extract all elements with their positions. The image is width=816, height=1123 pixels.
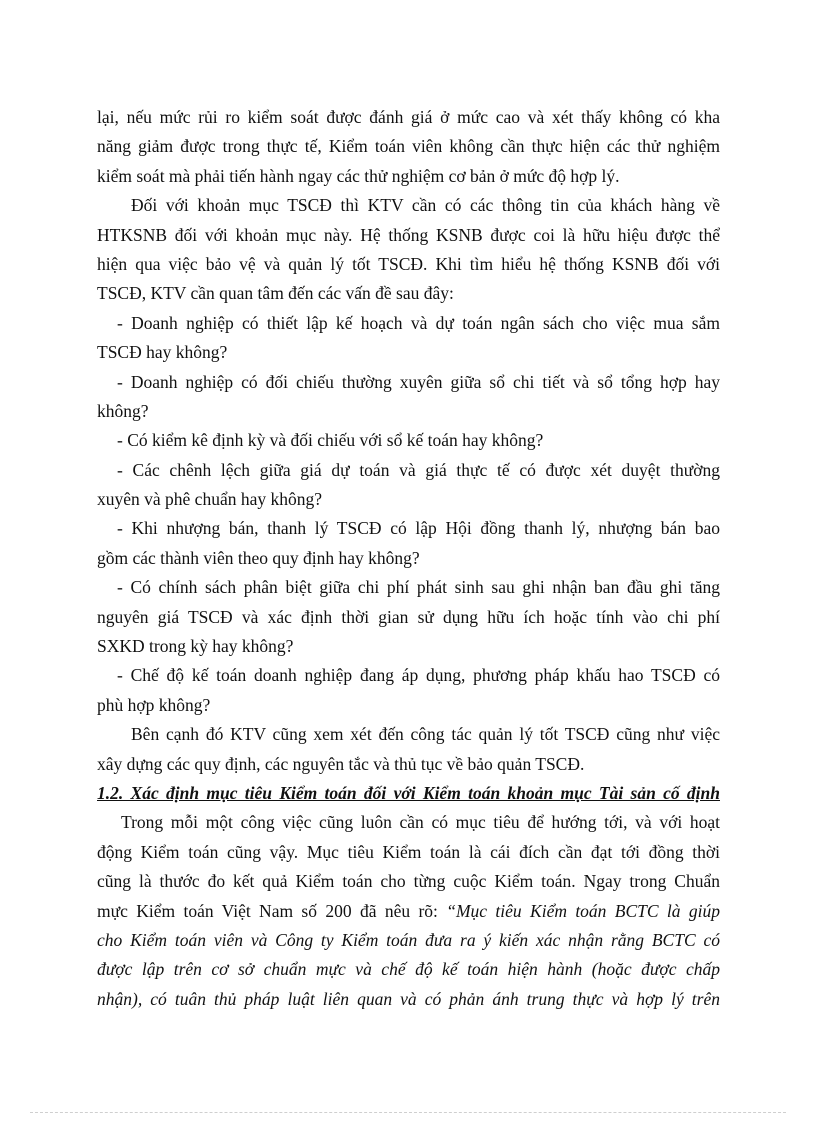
- text-line-content: phù hợp không?: [97, 694, 211, 715]
- text-line-content: TSCĐ hay không?: [97, 342, 228, 363]
- text-line: [97, 162, 720, 191]
- text-line: [97, 456, 720, 485]
- text-line: [97, 808, 720, 837]
- text-line: [97, 514, 720, 543]
- text-line-content: Đối với khoản mục TSCĐ thì KTV cần có các thông tin của khách hàng về: [131, 195, 720, 216]
- text-line-content: xuyên và phê chuẩn hay không?: [97, 489, 322, 510]
- text-line-content: hiện qua việc bảo vệ và quản lý tốt TSCĐ. Khi tìm hiểu hệ thống KSNB đối với: [97, 253, 720, 274]
- text-line-content: động Kiểm toán cũng vậy. Mục tiêu Kiểm toán là cái đích cần đạt tới đồng thời: [97, 841, 720, 862]
- text-line-content: SXKD trong kỳ hay không?: [97, 636, 294, 657]
- text-line: [97, 338, 720, 367]
- text-line: [97, 191, 720, 220]
- text-line-content: năng giảm được trong thực tế, Kiểm toán viên không cần thực hiện các thử nghiệm: [97, 136, 720, 157]
- text-line-content: xây dựng các quy định, các nguyên tắc và thủ tục về bảo quản TSCĐ.: [97, 753, 585, 774]
- text-line-content: được lập trên cơ sở chuẩn mực và chế độ kế toán hiện hành (hoặc được chấp: [97, 959, 720, 980]
- text-line: [97, 544, 720, 573]
- text-line: [97, 897, 720, 926]
- text-line-content: nguyên giá TSCĐ và xác định thời gian sử dụng hữu ích hoặc tính vào chi phí: [97, 606, 720, 627]
- quote-text: “Mục tiêu Kiểm toán BCTC là giúp: [446, 900, 720, 921]
- section-heading: [97, 779, 720, 808]
- text-line: [97, 485, 720, 514]
- text-line-content: Trong mỗi một công việc cũng luôn cần có mục tiêu để hướng tới, và với hoạt: [121, 812, 720, 833]
- text-line-content: 1.2. Xác định mục tiêu Kiểm toán đối với Kiểm toán khoản mục Tài sản cố định: [97, 782, 720, 803]
- text-line-content: HTKSNB đối với khoản mục này. Hệ thống KSNB được coi là hữu hiệu được thể: [97, 224, 720, 245]
- page-bottom-border: [30, 1112, 786, 1113]
- text-line-content: lại, nếu mức rủi ro kiểm soát được đánh giá ở mức cao và xét thấy không có kha: [97, 107, 720, 127]
- text-line: [97, 691, 720, 720]
- text-line: [97, 132, 720, 161]
- text-line-content: - Các chênh lệch giữa giá dự toán và giá thực tế có được xét duyệt thường: [117, 459, 720, 480]
- text-line: [97, 750, 720, 779]
- text-line-content: cho Kiểm toán viên và Công ty Kiểm toán đưa ra ý kiến xác nhận rằng BCTC có: [97, 929, 720, 950]
- text-line-content: gồm các thành viên theo quy định hay không?: [97, 547, 420, 568]
- text-line-content: - Có chính sách phân biệt giữa chi phí phát sinh sau ghi nhận ban đầu ghi tăng: [117, 577, 720, 598]
- text-line: [97, 632, 720, 661]
- text-line: [97, 603, 720, 632]
- text-line-content: mực Kiểm toán Việt Nam số 200 đã nêu rõ:: [97, 900, 447, 921]
- text-line: [97, 720, 720, 749]
- text-line: [97, 368, 720, 397]
- text-line: [97, 867, 720, 896]
- text-line: [97, 309, 720, 338]
- text-line-content: Bên cạnh đó KTV cũng xem xét đến công tác quản lý tốt TSCĐ cũng như việc: [131, 724, 720, 745]
- text-line-content: - Có kiểm kê định kỳ và đối chiếu với sổ kế toán hay không?: [117, 430, 544, 451]
- text-line: [97, 250, 720, 279]
- text-line-content: TSCĐ, KTV cần quan tâm đến các vấn đề sau đây:: [97, 283, 454, 304]
- text-line: [97, 221, 720, 250]
- text-line-content: - Khi nhượng bán, thanh lý TSCĐ có lập Hội đồng thanh lý, nhượng bán bao: [117, 518, 720, 539]
- text-line-content: kiểm soát mà phải tiến hành ngay các thử nghiệm cơ bản ở mức độ hợp lý.: [97, 165, 620, 186]
- text-line: [97, 397, 720, 426]
- text-line-content: cũng là thước đo kết quả Kiểm toán cho từng cuộc Kiểm toán. Ngay trong Chuẩn: [97, 871, 720, 892]
- text-line: [97, 955, 720, 984]
- text-line-content: nhận), có tuân thủ pháp luật liên quan và có phản ánh trung thực và hợp lý trên: [97, 988, 720, 1009]
- text-line-content: - Doanh nghiệp có thiết lập kế hoạch và dự toán ngân sách cho việc mua sắm: [117, 312, 720, 333]
- text-line: [97, 661, 720, 690]
- text-line: [97, 426, 720, 455]
- text-line: [97, 573, 720, 602]
- text-line: [97, 926, 720, 955]
- text-line-content: - Doanh nghiệp có đối chiếu thường xuyên giữa sổ chi tiết và sổ tổng hợp hay: [117, 371, 720, 392]
- text-line: [97, 838, 720, 867]
- text-line: [97, 279, 720, 308]
- text-line-content: - Chế độ kế toán doanh nghiệp đang áp dụng, phương pháp khấu hao TSCĐ có: [117, 665, 720, 686]
- text-line: [97, 985, 720, 1014]
- text-line: [97, 103, 720, 132]
- document-page: [97, 103, 720, 1014]
- text-line-content: không?: [97, 400, 149, 421]
